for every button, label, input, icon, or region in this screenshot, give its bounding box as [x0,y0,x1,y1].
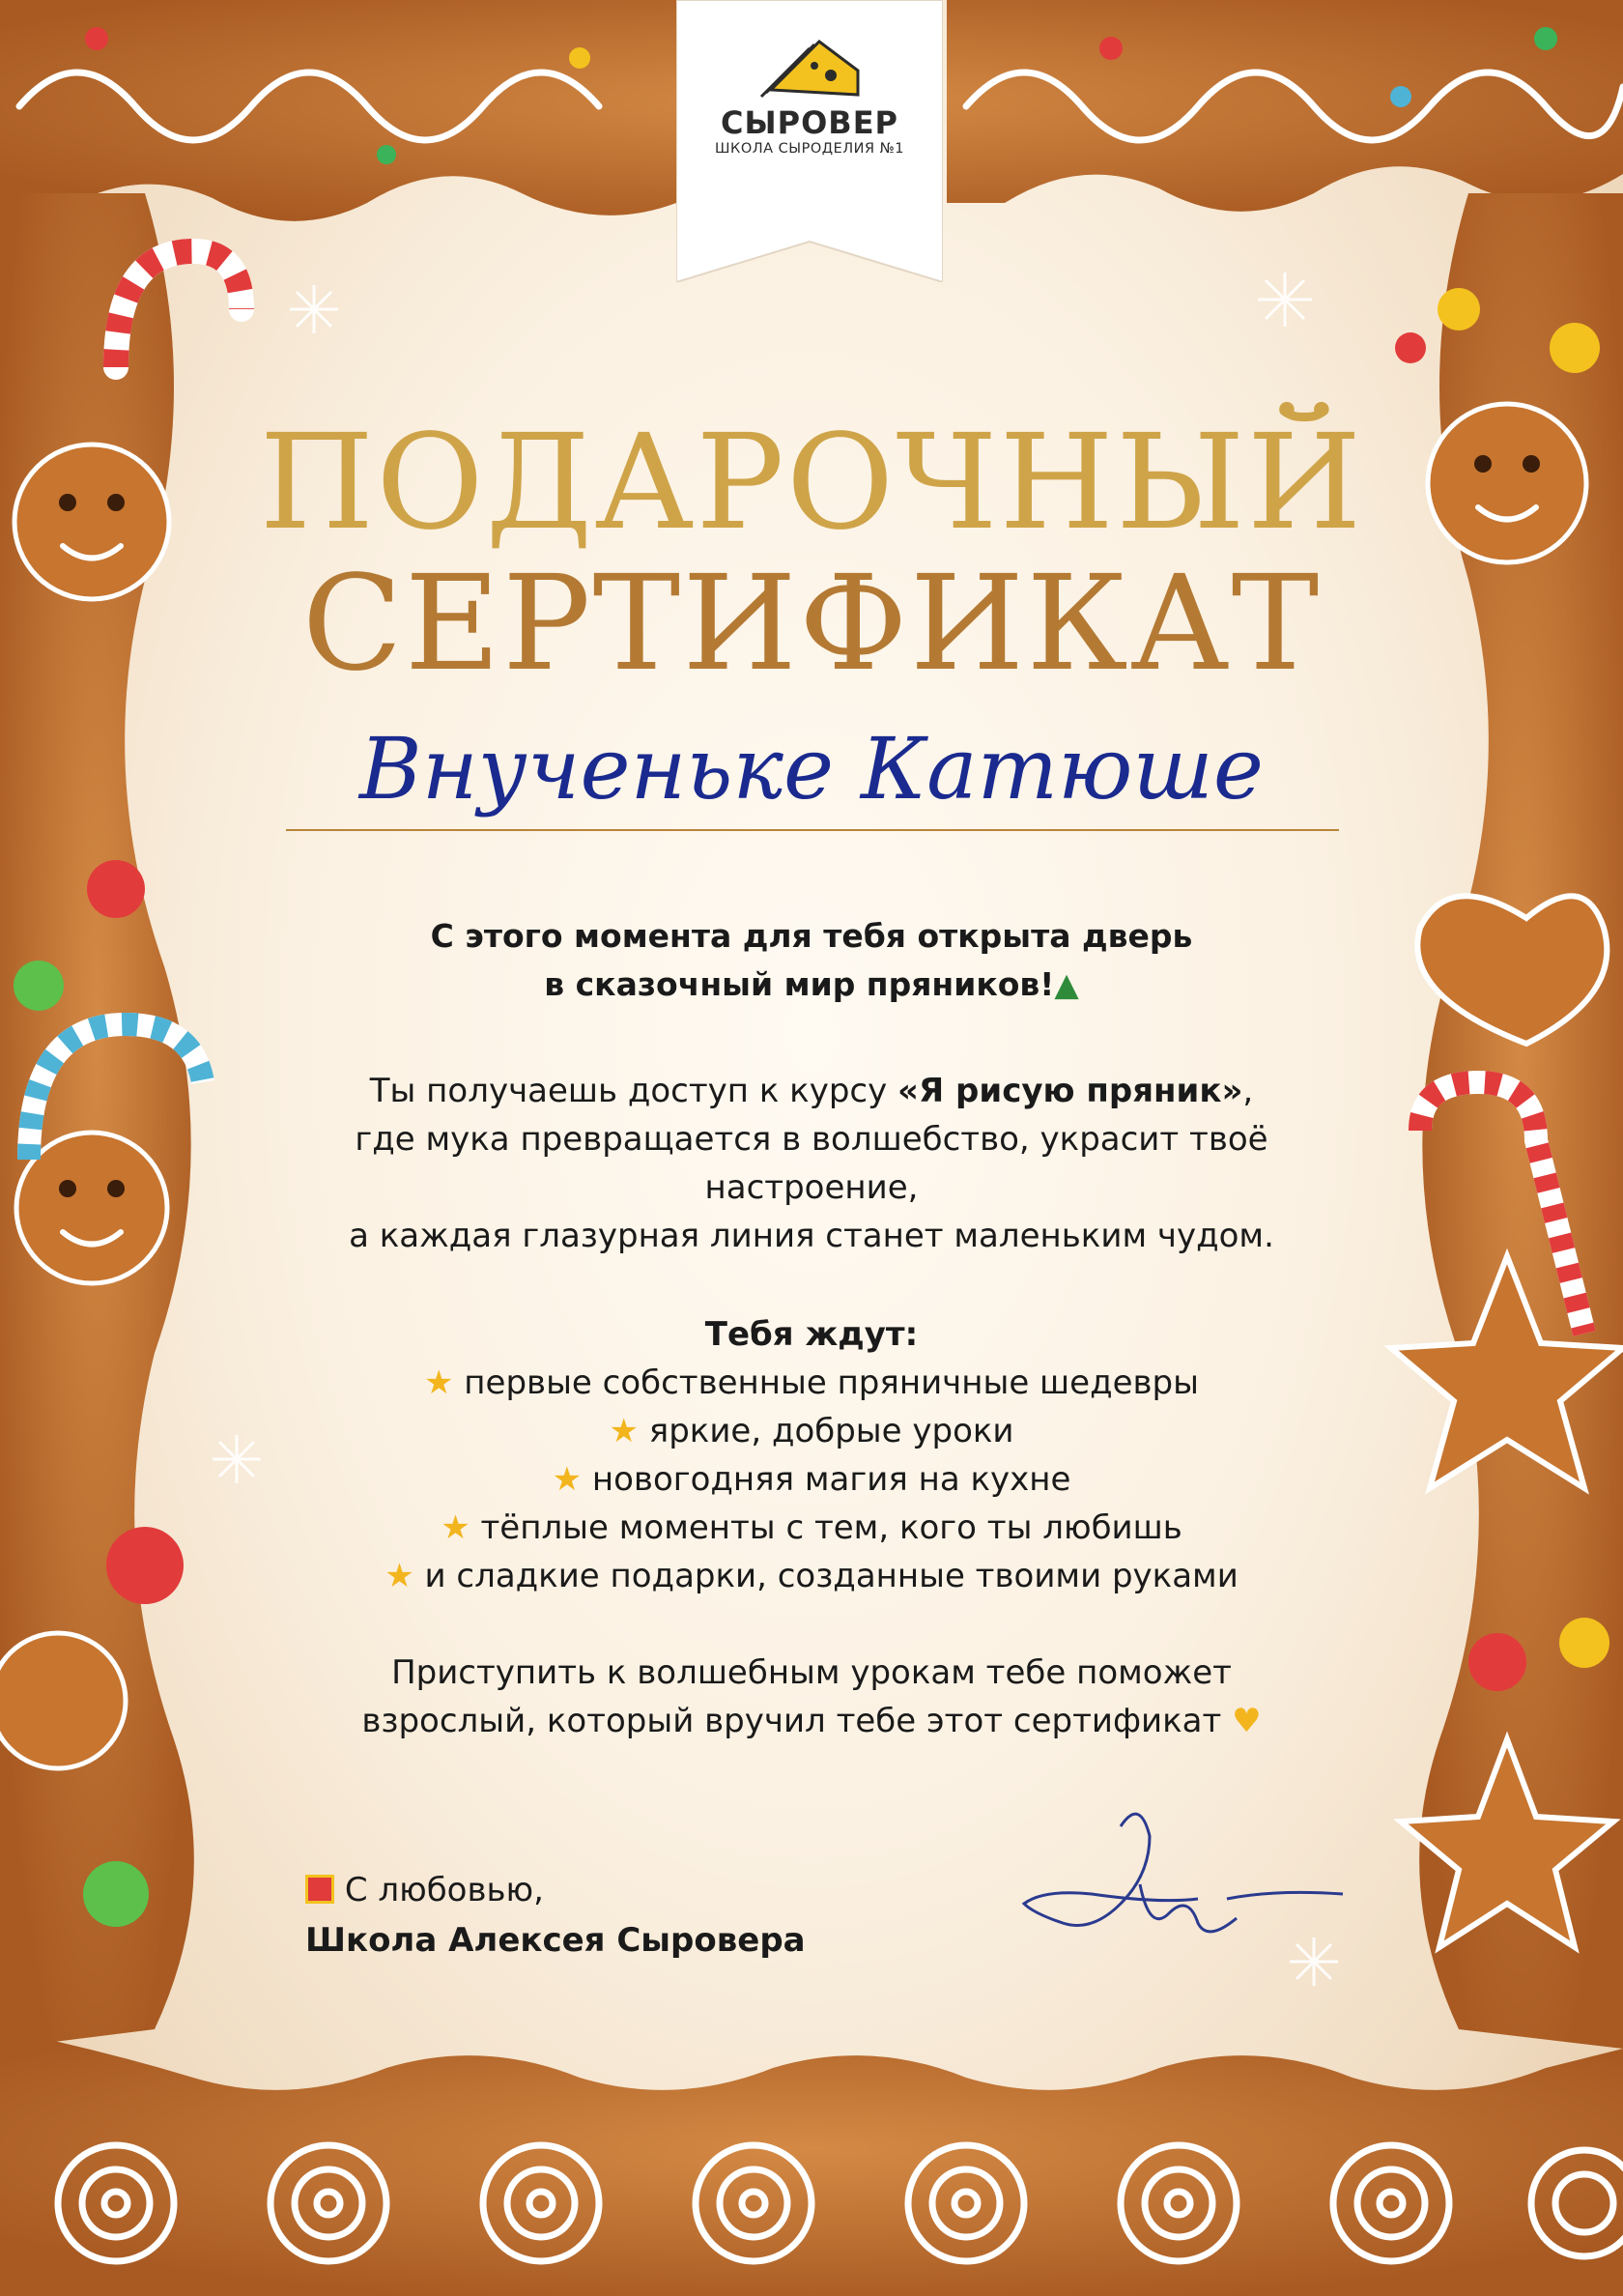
help-paragraph [242,1649,1381,1745]
course-paragraph [242,1067,1381,1260]
left-gingerbread-band [0,193,242,2049]
title-line-2: СЕРТИФИКАТ [301,548,1322,701]
handwritten-signature [1005,1797,1352,1981]
waiting-section [242,1310,1381,1600]
course-line-1: Ты получаешь доступ к курсу «Я рисую пряник», [369,1072,1254,1110]
course-line-4: а каждая глазурная линия станет маленьким чудом. [349,1217,1274,1255]
course-line-3: настроение, [704,1168,919,1207]
course-name: «Я рисую пряник» [897,1072,1243,1110]
signoff-author: Школа Алексея Сыровера [305,1921,806,1960]
title-line-1: ПОДАРОЧНЫЙ [259,407,1364,560]
signoff-greeting: С любовью, [305,1865,806,1915]
logo-name: СЫРОВЕР [721,104,898,141]
list-item: ★ яркие, добрые уроки [609,1412,1014,1450]
waiting-heading: Тебя ждут: [704,1315,919,1354]
star-icon: ★ [552,1460,583,1499]
course-line-2: где мука превращается в волшебство, украсит твоё [355,1120,1268,1159]
bottom-gingerbread-band [0,2029,1623,2296]
star-icon: ★ [441,1508,470,1547]
intro-text [242,912,1381,1009]
star-icon: ★ [384,1557,414,1595]
right-gingerbread-band [1391,193,1623,2049]
list-item: ★ первые собственные пряничные шедевры [424,1363,1199,1402]
intro-line-2: в сказочный мир пряников!▲ [544,965,1079,1003]
star-icon: ★ [424,1363,454,1402]
list-item: ★ тёплые моменты с тем, кого ты любишь [441,1508,1182,1547]
signoff [305,1865,806,1966]
help-line-2: взрослый, который вручил тебе этот сертификат ♥ [361,1702,1262,1740]
help-line-1: Приступить к волшебным урокам тебе поможет [391,1653,1232,1692]
logo-subtitle: ШКОЛА СЫРОДЕЛИЯ №1 [715,141,904,157]
star-icon: ★ [609,1412,639,1450]
list-item: ★ и сладкие подарки, созданные твоими руками [384,1557,1239,1595]
christmas-tree-icon: ▲ [1054,965,1079,1003]
gift-icon [305,1875,334,1904]
recipient-name: Внученьке Катюше [359,719,1264,818]
yellow-heart-icon: ♥ [1232,1702,1262,1740]
list-item: ★ новогодняя магия на кухне [552,1460,1071,1499]
intro-line-1: С этого момента для тебя открыта дверь [430,917,1193,955]
recipient-underline [286,829,1339,831]
